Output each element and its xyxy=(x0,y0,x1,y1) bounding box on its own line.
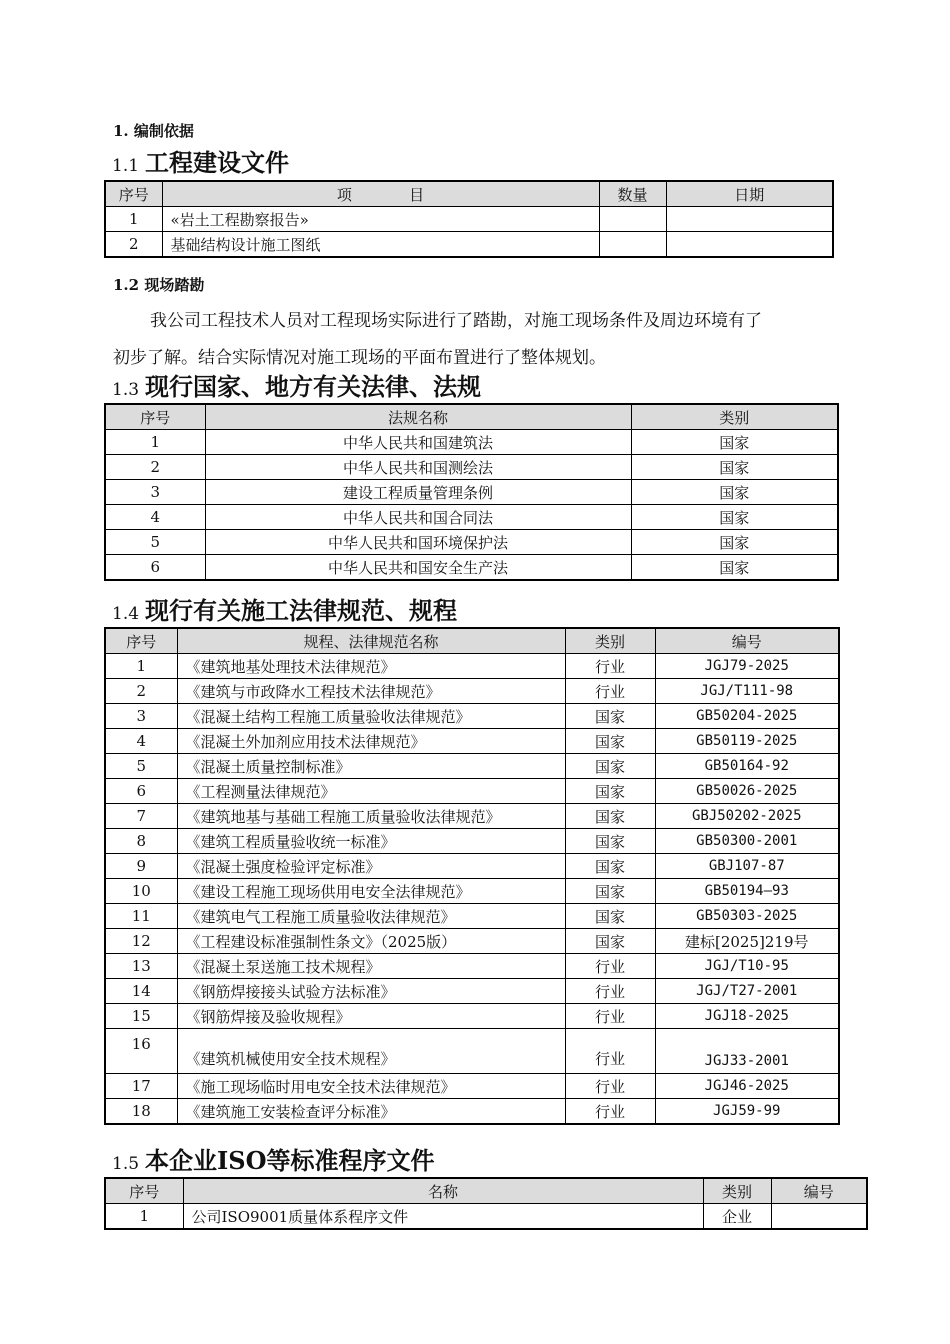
table-row xyxy=(105,804,839,829)
cell-date xyxy=(666,232,833,258)
subsection-title-1-3 xyxy=(112,372,481,405)
cell-code: JGJ46-2025 xyxy=(655,1074,839,1099)
cell-standard-name: 《建筑施工安装检查评分标准》 xyxy=(177,1099,565,1125)
table-row xyxy=(105,779,839,804)
header-cell: 类别 xyxy=(703,1178,771,1204)
cell-standard-name: 《建筑电气工程施工质量验收法律规范》 xyxy=(177,904,565,929)
cell-code: JGJ59-99 xyxy=(655,1099,839,1125)
cell-item: «岩土工程勘察报告» xyxy=(162,207,599,232)
table-row xyxy=(105,904,839,929)
subsection-number: 1.1 xyxy=(112,156,140,176)
cell-law-name: 中华人民共和国安全生产法 xyxy=(205,555,631,581)
cell-index: 18 xyxy=(105,1099,177,1125)
cell-item: 基础结构设计施工图纸 xyxy=(162,232,599,258)
table-laws xyxy=(104,403,839,581)
cell-index: 11 xyxy=(105,904,177,929)
cell-code: GB50164-92 xyxy=(655,754,839,779)
cell-category: 国家 xyxy=(565,904,655,929)
cell-code: GBJ50202-2025 xyxy=(655,804,839,829)
cell-index: 1 xyxy=(105,654,177,679)
cell-code: JGJ33-2001 xyxy=(655,1029,839,1074)
cell-index: 6 xyxy=(105,555,205,581)
cell-index: 5 xyxy=(105,754,177,779)
cell-category: 国家 xyxy=(565,829,655,854)
subsection-text: 工程建设文件 xyxy=(145,148,290,177)
subsection-number: 1.5 xyxy=(112,1154,140,1174)
table-row xyxy=(105,979,839,1004)
table-row xyxy=(105,1074,839,1099)
cell-category: 行业 xyxy=(565,679,655,704)
cell-index: 12 xyxy=(105,929,177,954)
cell-category: 国家 xyxy=(565,929,655,954)
cell-category: 行业 xyxy=(565,979,655,1004)
cell-category: 企业 xyxy=(703,1204,771,1230)
header-cell: 规程、法律规范名称 xyxy=(177,628,565,654)
table-row xyxy=(105,879,839,904)
header-cell: 数量 xyxy=(599,181,666,207)
cell-index: 3 xyxy=(105,704,177,729)
paragraph-line: 初步了解。结合实际情况对施工现场的平面布置进行了整体规划。 xyxy=(113,348,606,368)
table-row xyxy=(105,1004,839,1029)
table-row xyxy=(105,754,839,779)
cell-category: 国家 xyxy=(565,854,655,879)
header-cell: 类别 xyxy=(631,404,838,430)
header-cell: 法规名称 xyxy=(205,404,631,430)
cell-index: 4 xyxy=(105,729,177,754)
cell-quantity xyxy=(599,207,666,232)
table-row xyxy=(105,555,838,581)
cell-index: 1 xyxy=(105,207,162,232)
table-header-row xyxy=(105,1178,867,1204)
cell-index: 5 xyxy=(105,530,205,555)
cell-category: 国家 xyxy=(631,480,838,505)
section-heading: 1. 编制依据 xyxy=(113,122,194,140)
table-header-row xyxy=(105,404,838,430)
table-row xyxy=(105,679,839,704)
cell-code: GBJ107-87 xyxy=(655,854,839,879)
cell-law-name: 中华人民共和国合同法 xyxy=(205,505,631,530)
subsection-number: 1.4 xyxy=(112,604,140,624)
header-cell: 类别 xyxy=(565,628,655,654)
table-row xyxy=(105,704,839,729)
cell-code: GB50303-2025 xyxy=(655,904,839,929)
cell-category: 国家 xyxy=(565,704,655,729)
header-cell: 序号 xyxy=(105,404,205,430)
cell-code: GB50194—93 xyxy=(655,879,839,904)
cell-code xyxy=(771,1204,867,1230)
cell-index: 1 xyxy=(105,430,205,455)
cell-code: GB50204-2025 xyxy=(655,704,839,729)
cell-index: 17 xyxy=(105,1074,177,1099)
cell-index: 2 xyxy=(105,679,177,704)
cell-category: 国家 xyxy=(565,879,655,904)
table-row xyxy=(105,929,839,954)
cell-standard-name: 《混凝土外加剂应用技术法律规范》 xyxy=(177,729,565,754)
cell-standard-name: 《钢筋焊接接头试验方法标准》 xyxy=(177,979,565,1004)
cell-category: 行业 xyxy=(565,1099,655,1125)
subsection-title-1-5 xyxy=(112,1146,435,1179)
cell-quantity xyxy=(599,232,666,258)
cell-category: 行业 xyxy=(565,1004,655,1029)
cell-code: GB50300-2001 xyxy=(655,829,839,854)
cell-index: 8 xyxy=(105,829,177,854)
table-row xyxy=(105,1204,867,1230)
cell-category: 国家 xyxy=(565,729,655,754)
table-row xyxy=(105,530,838,555)
cell-index: 10 xyxy=(105,879,177,904)
cell-law-name: 中华人民共和国建筑法 xyxy=(205,430,631,455)
table-row xyxy=(105,954,839,979)
cell-index: 6 xyxy=(105,779,177,804)
cell-index: 4 xyxy=(105,505,205,530)
cell-category: 国家 xyxy=(565,779,655,804)
cell-standard-name: 《工程建设标准强制性条文》（2025版） xyxy=(177,929,565,954)
cell-standard-name: 《建筑机械使用安全技术规程》 xyxy=(177,1029,565,1074)
table-row xyxy=(105,480,838,505)
cell-standard-name: 《建筑与市政降水工程技术法律规范》 xyxy=(177,679,565,704)
table-row xyxy=(105,729,839,754)
cell-category: 国家 xyxy=(565,804,655,829)
table-header-row xyxy=(105,628,839,654)
cell-index: 3 xyxy=(105,480,205,505)
cell-index: 2 xyxy=(105,232,162,258)
cell-code: JGJ/T27-2001 xyxy=(655,979,839,1004)
cell-index: 2 xyxy=(105,455,205,480)
table-row xyxy=(105,854,839,879)
cell-standard-name: 《钢筋焊接及验收规程》 xyxy=(177,1004,565,1029)
cell-category: 国家 xyxy=(631,430,838,455)
cell-standard-name: 《混凝土结构工程施工质量验收法律规范》 xyxy=(177,704,565,729)
cell-standard-name: 《工程测量法律规范》 xyxy=(177,779,565,804)
subsection-text: 现行国家、地方有关法律、法规 xyxy=(145,372,482,401)
cell-standard-name: 《混凝土强度检验评定标准》 xyxy=(177,854,565,879)
header-cell: 编号 xyxy=(771,1178,867,1204)
cell-index: 7 xyxy=(105,804,177,829)
cell-category: 行业 xyxy=(565,1029,655,1074)
table-row xyxy=(105,1029,839,1074)
header-cell: 序号 xyxy=(105,1178,183,1204)
cell-standard-name: 《施工现场临时用电安全技术法律规范》 xyxy=(177,1074,565,1099)
header-cell: 项 目 xyxy=(162,181,599,207)
cell-law-name: 中华人民共和国环境保护法 xyxy=(205,530,631,555)
table-row xyxy=(105,232,833,258)
cell-code: 建标[2025]219号 xyxy=(655,929,839,954)
table-row xyxy=(105,430,838,455)
table-row xyxy=(105,1099,839,1125)
cell-code: GB50119-2025 xyxy=(655,729,839,754)
cell-law-name: 建设工程质量管理条例 xyxy=(205,480,631,505)
cell-index: 16 xyxy=(105,1029,177,1074)
cell-category: 国家 xyxy=(631,455,838,480)
cell-index: 1 xyxy=(105,1204,183,1230)
subsection-text: 本企业ISO等标准程序文件 xyxy=(145,1146,435,1175)
cell-index: 13 xyxy=(105,954,177,979)
cell-category: 国家 xyxy=(631,530,838,555)
table-row xyxy=(105,207,833,232)
cell-category: 国家 xyxy=(631,505,838,530)
header-cell: 名称 xyxy=(183,1178,703,1204)
table-row xyxy=(105,654,839,679)
cell-code: JGJ/T111-98 xyxy=(655,679,839,704)
table-row xyxy=(105,829,839,854)
cell-category: 国家 xyxy=(631,555,838,581)
table-header-row xyxy=(105,181,833,207)
cell-standard-name: 《混凝土质量控制标准》 xyxy=(177,754,565,779)
cell-code: JGJ18-2025 xyxy=(655,1004,839,1029)
cell-standard-name: 《建设工程施工现场供用电安全法律规范》 xyxy=(177,879,565,904)
site-survey-paragraph xyxy=(113,303,863,377)
header-cell: 日期 xyxy=(666,181,833,207)
table-company-iso xyxy=(104,1177,868,1230)
cell-code: JGJ79-2025 xyxy=(655,654,839,679)
cell-date xyxy=(666,207,833,232)
cell-category: 行业 xyxy=(565,1074,655,1099)
table-standards xyxy=(104,627,840,1125)
table-row xyxy=(105,455,838,480)
cell-index: 15 xyxy=(105,1004,177,1029)
table-project-documents xyxy=(104,180,834,258)
cell-code: JGJ/T10-95 xyxy=(655,954,839,979)
subsection-title-1-1 xyxy=(112,148,289,181)
cell-index: 9 xyxy=(105,854,177,879)
paragraph-line: 我公司工程技术人员对工程现场实际进行了踏勘，对施工现场条件及周边环境有了 xyxy=(150,311,762,331)
cell-document-name: 公司ISO9001质量体系程序文件 xyxy=(183,1204,703,1230)
cell-standard-name: 《建筑工程质量验收统一标准》 xyxy=(177,829,565,854)
cell-standard-name: 《混凝土泵送施工技术规程》 xyxy=(177,954,565,979)
cell-category: 行业 xyxy=(565,954,655,979)
cell-law-name: 中华人民共和国测绘法 xyxy=(205,455,631,480)
subsection-title-1-4 xyxy=(112,596,457,629)
table-row xyxy=(105,505,838,530)
cell-category: 国家 xyxy=(565,754,655,779)
cell-standard-name: 《建筑地基与基础工程施工质量验收法律规范》 xyxy=(177,804,565,829)
header-cell: 编号 xyxy=(655,628,839,654)
header-cell: 序号 xyxy=(105,181,162,207)
header-cell: 序号 xyxy=(105,628,177,654)
cell-standard-name: 《建筑地基处理技术法律规范》 xyxy=(177,654,565,679)
cell-code: GB50026-2025 xyxy=(655,779,839,804)
cell-category: 行业 xyxy=(565,654,655,679)
cell-index: 14 xyxy=(105,979,177,1004)
subsection-number: 1.3 xyxy=(112,380,140,400)
subsection-text: 现行有关施工法律规范、规程 xyxy=(145,596,458,625)
subsection-title-1-2: 1.2 现场踏勘 xyxy=(113,276,205,294)
